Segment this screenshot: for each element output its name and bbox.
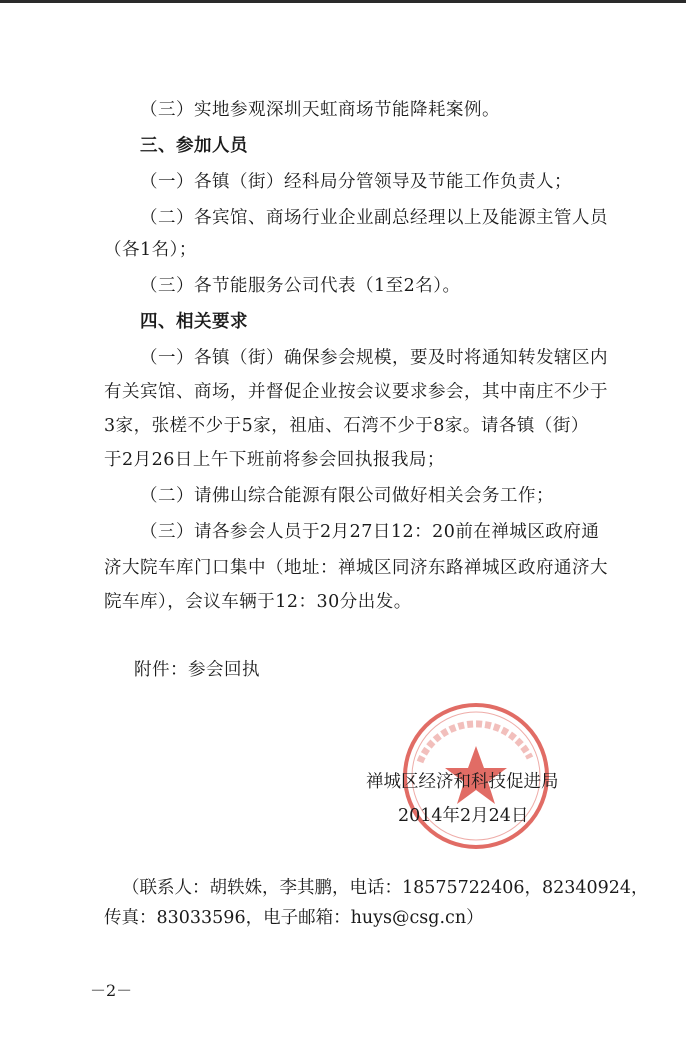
body-line-9: 有关宾馆、商场，并督促企业按会议要求参会，其中南庄不少于: [104, 382, 608, 402]
contact-line-1: （联系人：胡轶姝，李其鹏，电话：18575722406，82340924，: [122, 878, 649, 898]
body-line-3: （一）各镇（街）经科局分管领导及节能工作负责人；: [140, 172, 572, 192]
contact-line-2: 传真：83033596，电子邮箱：huys@csg.cn）: [104, 908, 484, 928]
scan-top-edge: [0, 0, 686, 3]
body-line-15: 院车库），会议车辆于12：30分出发。: [104, 592, 412, 612]
body-line-8: （一）各镇（街）确保参会规模，要及时将通知转发辖区内: [140, 348, 608, 368]
body-line-11: 于2月26日上午下班前将参会回执报我局；: [104, 450, 445, 470]
issuer-organization: 禅城区经济和科技促进局: [366, 772, 559, 792]
body-line-10: 3家，张槎不少于5家，祖庙、石湾不少于8家。请各镇（街）: [104, 416, 589, 436]
issue-date: 2014年2月24日: [398, 806, 529, 826]
body-line-4: （二）各宾馆、商场行业企业副总经理以上及能源主管人员: [140, 208, 608, 228]
attachment-note: 附件：参会回执: [134, 660, 260, 680]
body-line-1: （三）实地参观深圳天虹商场节能降耗案例。: [140, 100, 500, 120]
body-line-13: （三）请各参会人员于2月27日12：20前在禅城区政府通: [140, 522, 600, 542]
section-heading-requirements: 四、相关要求: [140, 312, 248, 332]
body-line-6: （三）各节能服务公司代表（1至2名）。: [140, 276, 461, 296]
body-line-12: （二）请佛山综合能源有限公司做好相关会务工作；: [140, 486, 554, 506]
page-number: －2－: [90, 981, 133, 1000]
body-line-14: 济大院车库门口集中（地址：禅城区同济东路禅城区政府通济大: [104, 558, 608, 578]
section-heading-participants: 三、参加人员: [140, 136, 248, 156]
body-line-5: （各1名）；: [104, 240, 197, 260]
